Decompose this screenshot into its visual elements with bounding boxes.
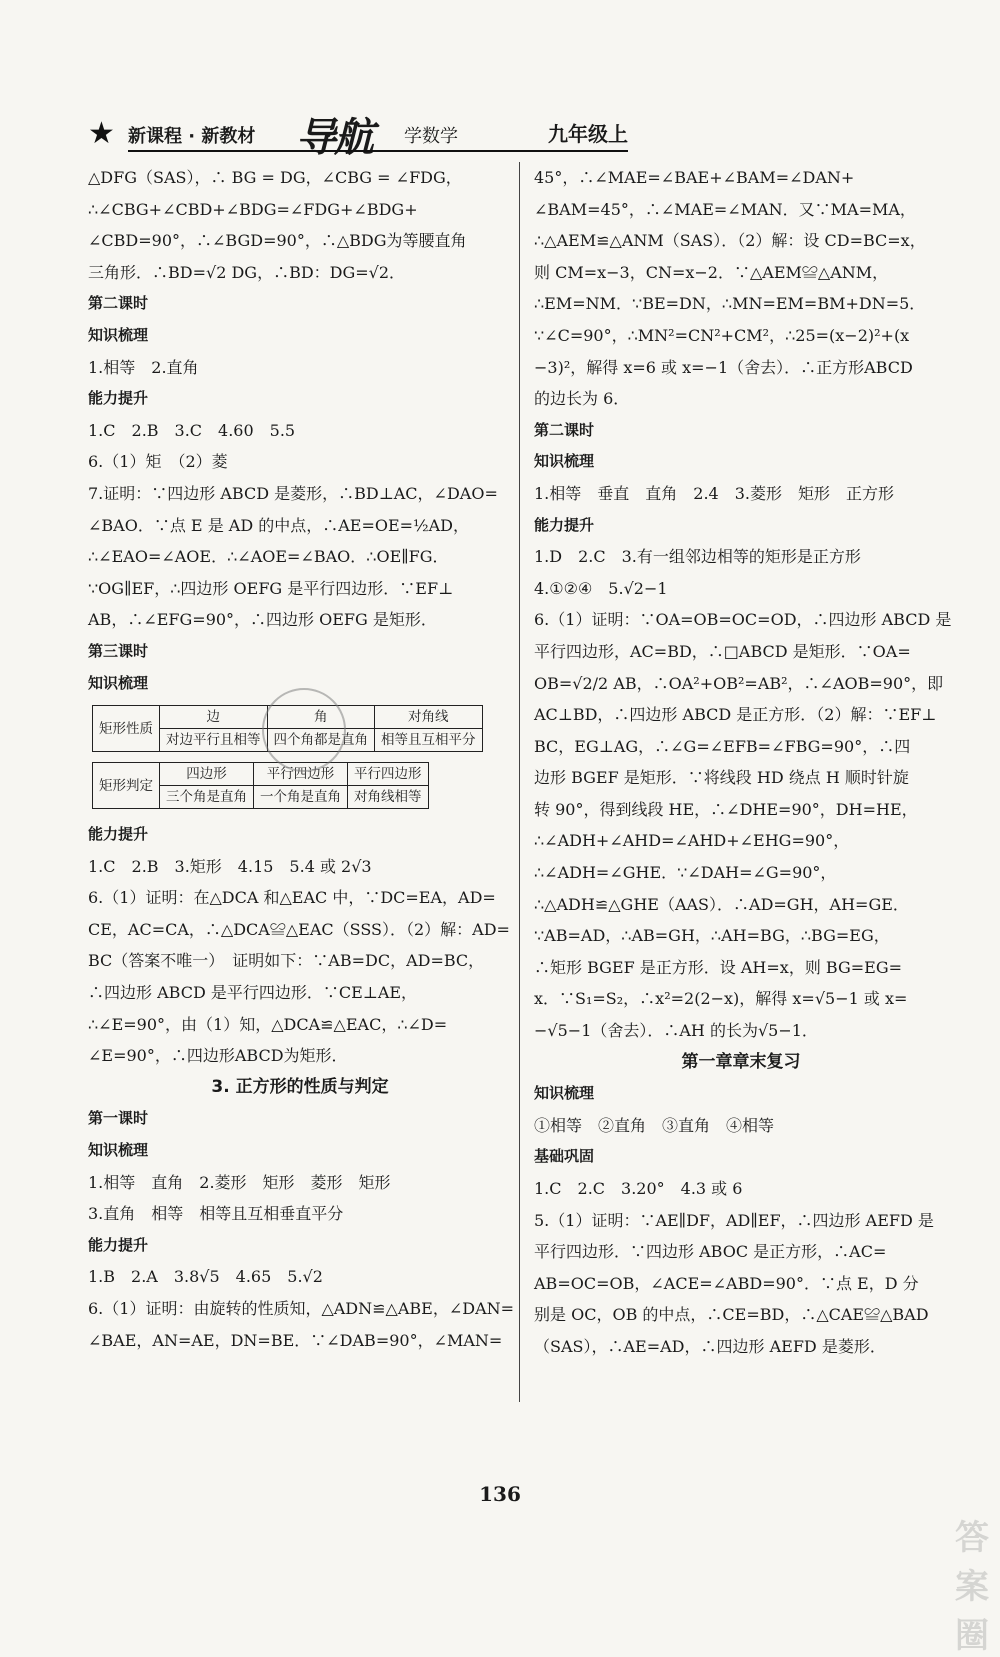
section-heading: 能力提升 <box>534 515 595 534</box>
section-heading: 第二课时 <box>88 294 149 313</box>
section-heading: 知识梳理 <box>534 1084 595 1103</box>
text-line: ∴EM=NM．∵BE=DN，∴MN=EM=BM+DN=5． <box>534 294 926 314</box>
text-line: 1.相等 直角 2.菱形 矩形 菱形 矩形 <box>88 1172 391 1192</box>
text-line: 7.证明：∵四边形 ABCD 是菱形，∴BD⊥AC，∠DAO= <box>88 483 498 503</box>
text-line: 4.①②④ 5.√2−1 <box>534 578 668 598</box>
text-line: 别是 OC，OB 的中点，∴CE=BD，∴△CAE≌△BAD <box>534 1305 929 1325</box>
section-heading: 能力提升 <box>88 825 149 844</box>
text-line: ∠BAM=45°，∴∠MAE=∠MAN．又∵MA=MA， <box>534 199 916 219</box>
left-block-1 <box>88 162 512 699</box>
table-label: 矩形判定 <box>93 763 160 809</box>
section-heading: 第一课时 <box>88 1109 149 1128</box>
text-line: ∴∠E=90°，由（1）知，△DCA≌△EAC，∴∠D= <box>88 1014 448 1034</box>
star-icon: ★ <box>88 116 115 151</box>
book-logo: 导航 <box>296 114 372 161</box>
header-rule <box>128 150 628 152</box>
watermark: 答案圈 <box>955 1518 989 1656</box>
text-line: 1.C 2.B 3.C 4.60 5.5 <box>88 420 296 440</box>
table-cell: 平行四边形 <box>254 763 348 786</box>
text-line: ∠CBD=90°，∴∠BGD=90°，∴△BDG为等腰直角 <box>88 231 467 251</box>
chapter-title: 第一章章末复习 <box>681 1051 801 1072</box>
section-heading: 能力提升 <box>88 1235 149 1254</box>
text-line: △DFG（SAS），∴ BG = DG，∠CBG = ∠FDG， <box>88 168 462 187</box>
text-line: 三角形．∴BD=√2 DG，∴BD：DG=√2． <box>88 262 406 282</box>
right-column <box>534 162 952 1363</box>
section-heading: 第三课时 <box>88 641 149 660</box>
table-cell: 对角线相等 <box>348 786 429 809</box>
text-line: ∵OG∥EF，∴四边形 OEFG 是平行四边形．∵EF⊥ <box>88 578 454 598</box>
text-line: 平行四边形，AC=BD，∴□ABCD 是矩形．∵OA= <box>534 641 911 661</box>
section-heading: 知识梳理 <box>88 325 149 344</box>
text-line: BC，EG⊥AG，∴∠G=∠EFB=∠FBG=90°，∴四 <box>534 736 911 756</box>
text-line: 1.相等 2.直角 <box>88 357 199 377</box>
text-line: ∵∠C=90°，∴MN²=CN²+CM²，∴25=(x−2)²+(x <box>534 325 910 345</box>
table-cell: 对角线 <box>375 706 483 729</box>
text-line: ∴四边形 ABCD 是平行四边形．∵CE⊥AE， <box>88 983 418 1003</box>
text-line: 边形 BGEF 是矩形．∵将线段 HD 绕点 H 顺时针旋 <box>534 768 909 788</box>
text-line: 6.（1）证明：∵OA=OB=OC=OD，∴四边形 ABCD 是 <box>534 610 952 630</box>
table-cell: 对边平行且相等 <box>160 729 268 752</box>
section-heading: 知识梳理 <box>534 452 595 471</box>
text-line: AC⊥BD，∴四边形 ABCD 是正方形．（2）解：∵EF⊥ <box>534 705 937 725</box>
text-line: 1.C 2.B 3.矩形 4.15 5.4 或 2√3 <box>88 856 372 876</box>
text-line: ∴∠ADH=∠GHE．∵∠DAH=∠G=90°， <box>534 863 837 883</box>
table-cell: 四个角都是直角 <box>267 729 375 752</box>
table-cell: 三个角是直角 <box>160 786 254 809</box>
text-line: 3.直角 相等 相等且互相垂直平分 <box>88 1204 344 1224</box>
left-block-2 <box>88 819 515 1356</box>
text-line: ∵AB=AD，∴AB=GH，∴AH=BG，∴BG=EG， <box>534 926 890 946</box>
text-line: −3)²，解得 x=6 或 x=−1（舍去）．∴正方形ABCD <box>534 357 913 377</box>
column-divider <box>519 162 520 1402</box>
text-line: AB=OC=OB，∠ACE=∠ABD=90°．∵点 E，D 分 <box>534 1273 919 1293</box>
text-line: ∴△ADH≌△GHE（AAS）．∴AD=GH，AH=GE． <box>534 894 909 914</box>
text-line: 6.（1）矩 （2）菱 <box>88 452 228 472</box>
text-line: 1.C 2.C 3.20° 4.3 或 6 <box>534 1179 743 1198</box>
text-line: 45°，∴∠MAE=∠BAE+∠BAM=∠DAN+ <box>534 168 855 187</box>
table-label: 矩形性质 <box>93 706 160 752</box>
page-header <box>88 112 628 161</box>
text-line: 平行四边形．∵四边形 ABOC 是正方形，∴AC= <box>534 1242 887 1262</box>
text-line: 5.（1）证明：∵AE∥DF，AD∥EF，∴四边形 AEFD 是 <box>534 1210 934 1230</box>
rectangle-criteria-table <box>92 762 429 809</box>
section-heading: 第二课时 <box>534 420 595 439</box>
grade-label: 九年级上 <box>548 122 628 146</box>
text-line: 6.（1）证明：在△DCA 和△EAC 中，∵DC=EA，AD= <box>88 888 496 908</box>
text-line: −√5−1（舍去）．∴AH 的长为√5−1． <box>534 1021 818 1041</box>
text-line: ∴△AEM≌△ANM（SAS）．（2）解：设 CD=BC=x， <box>534 231 926 251</box>
text-line: ∠BAO．∵点 E 是 AD 的中点，∴AE=OE=½AD， <box>88 515 469 535</box>
text-line: （SAS），∴AE=AD，∴四边形 AEFD 是菱形． <box>534 1336 886 1356</box>
text-line: ∴矩形 BGEF 是正方形．设 AH=x，则 BG=EG= <box>534 957 903 977</box>
series-label: 新课程 · 新教材 <box>128 126 256 147</box>
section-heading: 基础巩固 <box>534 1147 595 1166</box>
text-line: BC（答案不唯一） 证明如下：∵AB=DC，AD=BC， <box>88 951 485 971</box>
text-line: CE，AC=CA，∴△DCA≌△EAC（SSS）．（2）解：AD= <box>88 919 510 939</box>
table-cell: 一个角是直角 <box>254 786 348 809</box>
table-cell: 平行四边形 <box>348 763 429 786</box>
text-line: ∴∠ADH+∠AHD=∠AHD+∠EHG=90°， <box>534 831 850 851</box>
text-line: OB=√2/2 AB，∴OA²+OB²=AB²，∴∠AOB=90°，即 <box>534 673 944 693</box>
subject-label: 学数学 <box>404 126 458 147</box>
text-line: 转 90°，得到线段 HE，∴∠DHE=90°，DH=HE， <box>534 799 918 819</box>
stamp-mark <box>262 688 346 772</box>
text-line: ∠BAE，AN=AE，DN=BE．∵∠DAB=90°，∠MAN= <box>88 1330 503 1350</box>
text-line: 则 CM=x−3，CN=x−2．∵△AEM≌△ANM， <box>534 262 889 282</box>
section-heading: 知识梳理 <box>88 1141 149 1160</box>
text-line: ∴∠EAO=∠AOE．∴∠AOE=∠BAO．∴OE∥FG． <box>88 547 449 567</box>
page-number: 136 <box>479 1482 521 1506</box>
text-line: 1.D 2.C 3.有一组邻边相等的矩形是正方形 <box>534 547 861 567</box>
text-line: 1.相等 垂直 直角 2.4 3.菱形 矩形 正方形 <box>534 483 894 503</box>
section-heading: 能力提升 <box>88 389 149 408</box>
text-line: AB，∴∠EFG=90°，∴四边形 OEFG 是矩形． <box>88 610 437 630</box>
text-line: 的边长为 6． <box>534 389 630 409</box>
text-line: 6.（1）证明：由旋转的性质知，△ADN≌△ABE，∠DAN= <box>88 1299 515 1318</box>
text-line: x．∵S₁=S₂，∴x²=2(2−x)，解得 x=√5−1 或 x= <box>534 989 908 1009</box>
table-cell: 四边形 <box>160 763 254 786</box>
text-line: ∠E=90°，∴四边形ABCD为矩形． <box>88 1046 348 1066</box>
table-cell: 边 <box>160 706 268 729</box>
text-line: 1.B 2.A 3.8√5 4.65 5.√2 <box>88 1267 323 1287</box>
section-heading: 知识梳理 <box>88 673 149 692</box>
text-line: ∴∠CBG+∠CBD+∠BDG=∠FDG+∠BDG+ <box>88 199 418 219</box>
text-line: ①相等 ②直角 ③直角 ④相等 <box>534 1115 775 1135</box>
table-cell: 角 <box>267 706 375 729</box>
table-cell: 相等且互相平分 <box>375 729 483 752</box>
chapter-title: 3. 正方形的性质与判定 <box>211 1076 389 1097</box>
